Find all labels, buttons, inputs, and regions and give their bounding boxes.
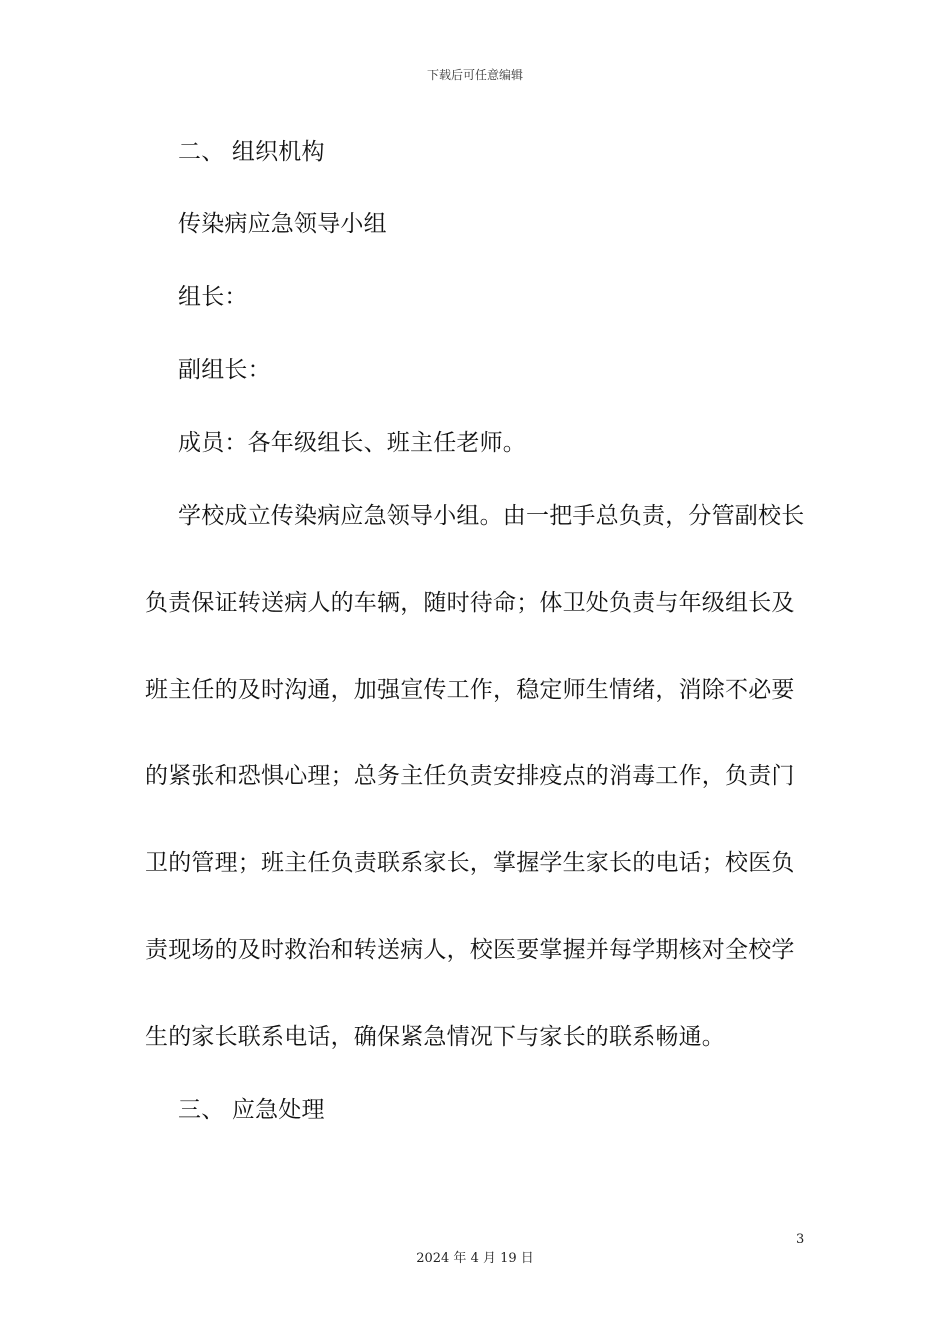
paragraph-line: 学校成立传染病应急领导小组。由一把手总负责，分管副校长 — [178, 503, 805, 529]
paragraph-line: 生的家长联系电话，确保紧急情况下与家长的联系畅通。 — [145, 1024, 725, 1050]
page-number: 3 — [796, 1232, 805, 1247]
paragraph-line: 的紧张和恐惧心理；总务主任负责安排疫点的消毒工作，负责门 — [145, 763, 795, 789]
footer-date: 2024 年 4 月 19 日 — [416, 1251, 534, 1266]
deputy-leader-label: 副组长： — [178, 357, 271, 383]
section-heading-emergency-handling: 三、 应急处理 — [178, 1097, 325, 1123]
paragraph-line: 负责保证转送病人的车辆，随时待命；体卫处负责与年级组长及 — [145, 590, 795, 616]
group-title: 传染病应急领导小组 — [178, 211, 387, 237]
members-line: 成员：各年级组长、班主任老师。 — [178, 430, 526, 456]
paragraph-line: 班主任的及时沟通，加强宣传工作，稳定师生情绪，消除不必要 — [145, 677, 795, 703]
page-header-note: 下载后可任意编辑 — [426, 68, 523, 82]
leader-label: 组长： — [178, 284, 248, 310]
paragraph-line: 卫的管理；班主任负责联系家长，掌握学生家长的电话；校医负 — [145, 850, 795, 876]
section-heading-organization: 二、 组织机构 — [178, 139, 325, 165]
paragraph-line: 责现场的及时救治和转送病人，校医要掌握并每学期核对全校学 — [145, 937, 795, 963]
